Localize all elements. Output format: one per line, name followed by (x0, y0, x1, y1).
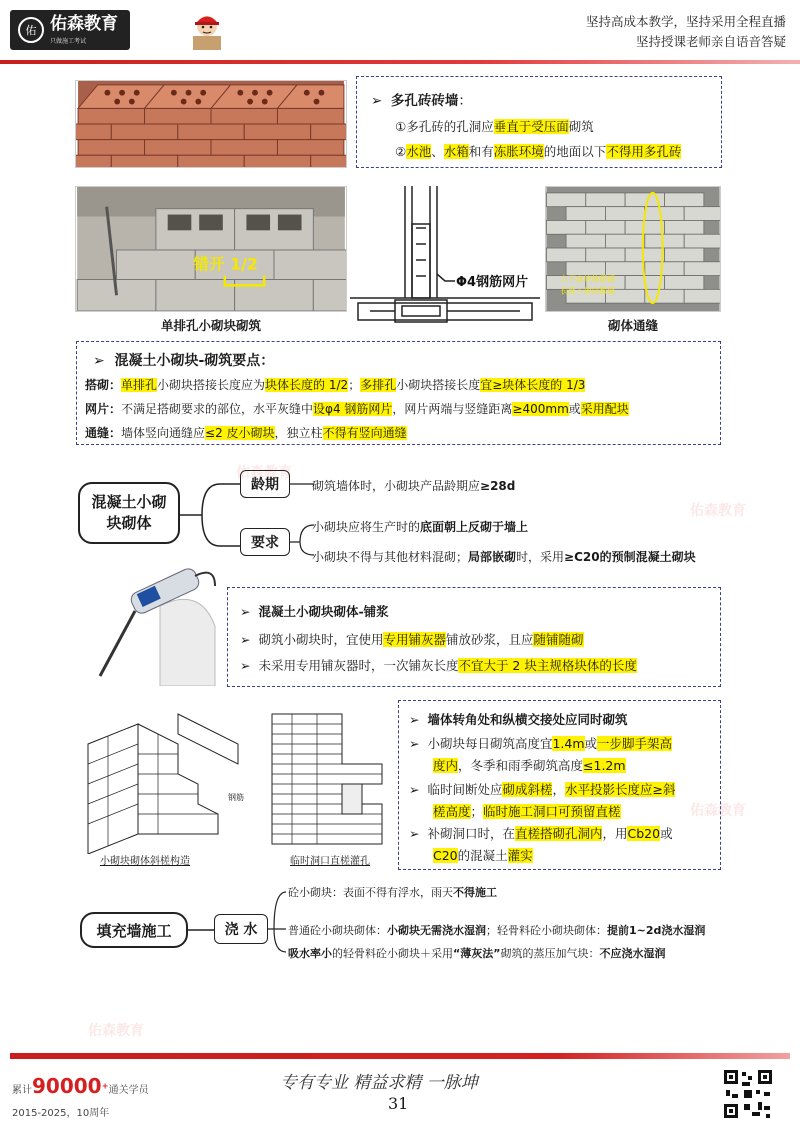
brand-emblem-icon: 佑 (18, 17, 44, 43)
bullet-arrow-icon: ➢ (371, 93, 383, 109)
mesh-detail-drawing (350, 186, 540, 326)
mindmap1-connectors (180, 470, 240, 570)
mindmap1-root: 混凝土小砌块砌体 (78, 482, 180, 544)
qr-code-icon (722, 1068, 774, 1120)
corner-rule-3a: ➢ 补砌洞口时，在直槎搭砌孔洞内，用Cb20或 (409, 826, 673, 841)
rule-through-joint: 通缝：墙体竖向通缝应≤2 皮小砌块，独立柱不得有竖向通缝 (85, 426, 407, 440)
corner-rule-1a: ➢ 小砌块每日砌筑高度宜1.4m或一步脚手架高 (409, 736, 673, 751)
corner-rule-3b: C20的混凝土灌实 (433, 848, 533, 863)
bullet-arrow-icon: ➢ (240, 604, 251, 619)
mindmap1-branch-requirement: 要求 (240, 528, 290, 556)
mindmap2-root: 填充墙施工 (80, 912, 188, 948)
rebar-label: 钢筋 (228, 793, 244, 802)
brand-logo (10, 10, 130, 50)
mesh-label: Φ4钢筋网片 (456, 275, 529, 290)
straight-toothing-drawing (262, 704, 394, 850)
stagger-half-label: 错开 1/2 (193, 254, 258, 274)
straight-toothing-caption: 临时洞口直槎灌孔 (290, 856, 370, 867)
perforated-brick-title: ➢ 多孔砖砖墙： (371, 93, 472, 109)
brand-subtitle: 只做施工考试 (50, 37, 87, 45)
block-masonry-key-points (76, 341, 721, 445)
joint-note-2: 长度＜规定数值 (560, 286, 616, 296)
slogan-line-2: 坚持授课老师亲自语音答疑 (635, 34, 786, 49)
watermark: 佑森教育 (690, 503, 746, 519)
motto-calligraphy: 专有专业 精益求精 一脉坤 (280, 1073, 478, 1093)
mindmap2-text-2: 普通砼小砌块砌体：小砌块无需浇水湿润；轻骨料砼小砌块砌体：提前1~2d浇水湿润 (288, 924, 706, 937)
header-divider (0, 60, 800, 64)
mindmap1-req-text-1: 小砌块应将生产时的底面朝上反砌于墙上 (312, 520, 529, 534)
bullet-arrow-icon: ➢ (409, 712, 420, 727)
watermark: 佑森教育 (88, 1023, 144, 1039)
perforated-brick-photo (75, 80, 347, 168)
mindmap2-text-3: 吸水率小的轻骨料砼小砌块＋采用“薄灰法”砌筑的蒸压加气块：不应浇水湿润 (288, 947, 666, 960)
bullet-arrow-icon: ➢ (93, 353, 105, 369)
brand-name: 佑森教育 (50, 13, 118, 34)
corner-rule-2a: ➢ 临时间断处应砌成斜槎，水平投影长度应≥斜 (409, 782, 676, 797)
corner-rule-1b: 度内，冬季和雨季砌筑高度≤1.2m (433, 758, 626, 773)
mindmap2-connector (188, 920, 214, 940)
rule-mesh: 网片：不满足搭砌要求的部位，水平灰缝中设φ4 钢筋网片，网片两端与竖缝距离≥400mm或采用配块 (85, 402, 629, 416)
perforated-brick-rule-1: ①多孔砖的孔洞应垂直于受压面砌筑 (395, 119, 594, 134)
oblique-toothing-caption: 小砌块砌体斜槎构造 (100, 856, 190, 867)
mascot-icon (183, 6, 231, 54)
mindmap1-req-text-2: 小砌块不得与其他材料混砌；局部嵌砌时，采用≥C20的预制混凝土砌块 (312, 550, 696, 564)
bullet-arrow-icon: ➢ (409, 826, 420, 841)
oblique-toothing-drawing (78, 704, 256, 854)
anniversary-text: 2015-2025，10周年 (12, 1108, 110, 1119)
through-joint-caption: 砌体通缝 (607, 318, 658, 333)
mindmap2-text-1: 砼小砌块：表面不得有浮水，雨天不得施工 (288, 886, 497, 899)
footer-divider (10, 1053, 790, 1059)
bullet-arrow-icon: ➢ (409, 782, 420, 797)
corner-simultaneous-box (398, 700, 721, 870)
watermark: 佑森教育 (236, 465, 292, 481)
mortar-title: ➢ 混凝土小砌块砌体-铺浆 (240, 604, 389, 619)
perforated-brick-box (356, 76, 722, 168)
mortar-spreading-box (227, 587, 721, 687)
rule-lap: 搭砌：单排孔小砌块搭接长度应为块体长度的 1/2；多排孔小砌块搭接长度宜≥块体长度的 1/3 (85, 378, 586, 392)
mindmap1-age-text: 砌筑墙体时，小砌块产品龄期应≥28d (312, 479, 516, 493)
through-joint-photo (545, 186, 721, 312)
perforated-brick-rule-2: ②水池、水箱和有冻胀环境的地面以下不得用多孔砖 (395, 144, 682, 159)
watermark: 佑森教育 (690, 803, 746, 819)
bullet-arrow-icon: ➢ (240, 632, 251, 647)
bullet-arrow-icon: ➢ (409, 736, 420, 751)
mortar-spreader-photo (90, 566, 220, 686)
hollow-block-photo (75, 186, 347, 312)
student-count: 累计90000+通关学员 (12, 1074, 149, 1098)
mindmap2-branch-watering: 浇 水 (214, 914, 268, 944)
mortar-rule-1: ➢ 砌筑小砌块时，宜使用专用铺灰器铺放砂浆，且应随铺随砌 (240, 632, 584, 647)
mortar-rule-2: ➢ 未采用专用铺灰器时，一次铺灰长度不宜大于 2 块主规格块体的长度 (240, 658, 637, 673)
joint-note-1: 上下皮块体搭接 (560, 274, 616, 284)
mindmap2-sub-connectors (268, 884, 288, 964)
mindmap1-branch-age: 龄期 (240, 470, 290, 498)
page-number: 31 (388, 1094, 409, 1113)
slogan-line-1: 坚持高成本教学，坚持采用全程直播 (585, 14, 786, 29)
corner-rule-2b: 槎高度；临时施工洞口可预留直槎 (433, 804, 621, 819)
page-header (0, 0, 800, 60)
corner-title: ➢ 墙体转角处和纵横交接处应同时砌筑 (409, 712, 628, 727)
bullet-arrow-icon: ➢ (240, 658, 251, 673)
hollow-block-caption: 单排孔小砌块砌筑 (160, 318, 261, 333)
key-points-title: ➢ 混凝土小砌块-砌筑要点： (93, 353, 275, 369)
